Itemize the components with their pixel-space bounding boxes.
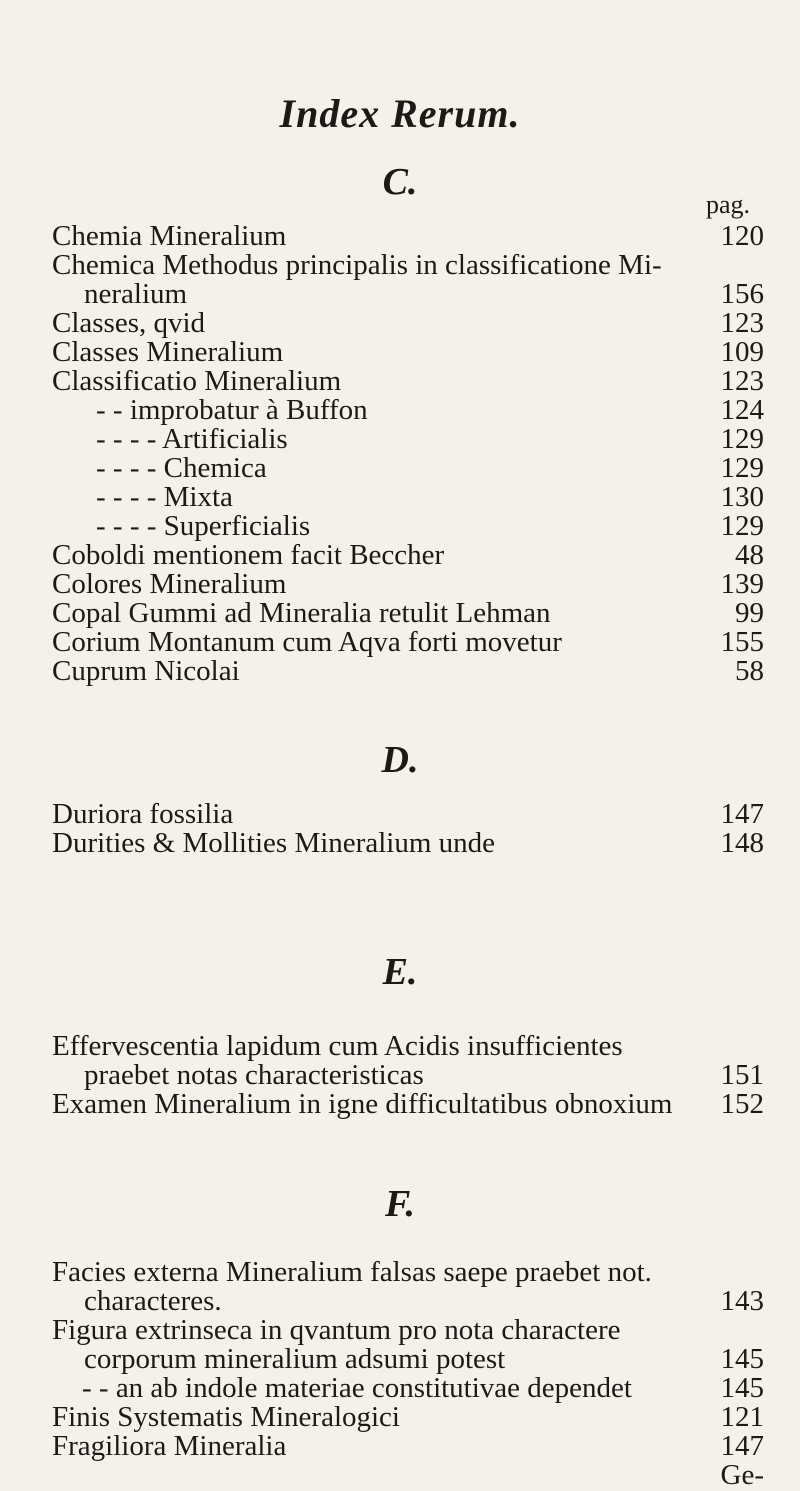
index-entry: Finis Systematis Mineralogici 121 <box>52 1401 764 1433</box>
catchword: Ge- <box>720 1459 764 1491</box>
index-entry: - - - - Mixta 130 <box>96 481 764 513</box>
index-entry: Classificatio Mineralium 123 <box>52 365 764 397</box>
index-entry: Classes, qvid 123 <box>52 307 764 339</box>
index-entry: Duriora fossilia 147 <box>52 798 764 830</box>
catchword-line <box>52 1461 764 1490</box>
section-letter-d: D. <box>381 739 419 781</box>
section-letter-f: F. <box>385 1183 415 1225</box>
page-column-label: pag. <box>705 190 750 219</box>
index-entry: praebet notas characteristicas 151 <box>84 1059 764 1091</box>
index-entry: Figura extrinseca in qvantum pro nota charactere <box>52 1314 621 1346</box>
index-entry: Examen Mineralium in igne difficultatibus obnoxium 152 <box>52 1088 764 1120</box>
index-entry: Corium Montanum cum Aqva forti movetur 155 <box>52 626 764 658</box>
section-letter-e: E. <box>382 951 418 993</box>
index-entry: Facies externa Mineralium falsas saepe praebet not. <box>52 1256 652 1288</box>
index-entry: Fragiliora Mineralia 147 <box>52 1430 764 1462</box>
index-entry: - - improbatur à Buffon 124 <box>96 394 764 426</box>
index-entry: - - an ab indole materiae constitutivae dependet 145 <box>82 1372 764 1404</box>
section-c <box>52 222 764 686</box>
index-entry: Durities & Mollities Mineralium unde 148 <box>52 827 764 859</box>
section-d <box>52 800 764 858</box>
index-entry: - - - - Superficialis 129 <box>96 510 764 542</box>
index-entry: neralium 156 <box>84 278 764 310</box>
section-e <box>52 1032 764 1119</box>
index-entry: Colores Mineralium 139 <box>52 568 764 600</box>
index-entry: Chemica Methodus principalis in classificatione Mi- <box>52 249 662 281</box>
index-entry: corporum mineralium adsumi potest 145 <box>84 1343 764 1375</box>
index-entry: Effervescentia lapidum cum Acidis insufficientes <box>52 1030 623 1062</box>
index-entry: Copal Gummi ad Mineralia retulit Lehman 99 <box>52 597 764 629</box>
section-f <box>52 1258 764 1490</box>
index-entry: characteres. 143 <box>84 1285 764 1317</box>
index-entry: Coboldi mentionem facit Beccher 48 <box>52 539 764 571</box>
index-entry: Cuprum Nicolai 58 <box>52 655 764 687</box>
index-entry: Classes Mineralium 109 <box>52 336 764 368</box>
page-title: Index Rerum. <box>279 91 521 136</box>
section-letter-c: C. <box>382 161 418 203</box>
index-entry: - - - - Artificialis 129 <box>96 423 764 455</box>
index-entry: - - - - Chemica 129 <box>96 452 764 484</box>
index-entry: Chemia Mineralium 120 <box>52 220 764 252</box>
